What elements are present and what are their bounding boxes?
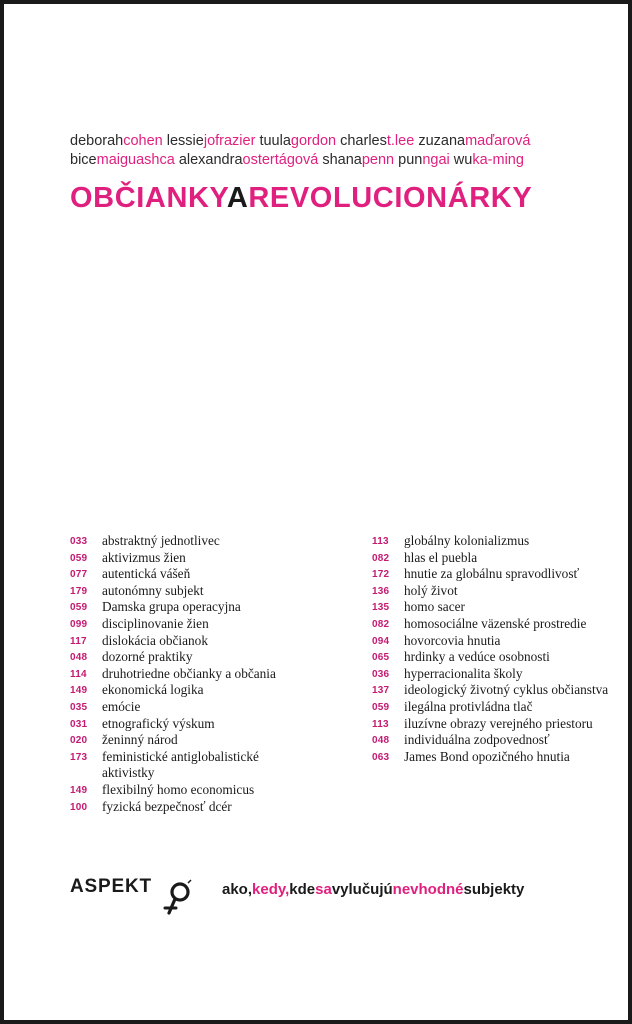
- index-entry: [70, 649, 310, 666]
- tagline-segment: kedy,: [252, 881, 290, 898]
- index-page-number: 100: [70, 801, 88, 813]
- author-first-name: pun: [398, 152, 423, 168]
- index-page-number: 172: [372, 569, 390, 581]
- index-entry: [372, 699, 612, 716]
- index-term: autonómny subjekt: [102, 582, 204, 598]
- index-page-number: 065: [372, 652, 390, 664]
- index-entry: [70, 566, 310, 583]
- index-page-number: 113: [372, 718, 389, 730]
- index-term: druhotriedne občianky a občania: [102, 665, 276, 681]
- index-page-number: 136: [372, 585, 390, 597]
- index-entry: [372, 666, 612, 683]
- author-name: [340, 133, 414, 149]
- author-last-name: maiguashca: [96, 152, 175, 168]
- index-page-number: 094: [372, 635, 390, 647]
- index-page-number: 059: [70, 552, 88, 564]
- index-term: homosociálne väzenské prostredie: [404, 615, 587, 631]
- author-first-name: alexandra: [178, 152, 243, 168]
- tagline-segment: subjekty: [463, 881, 525, 898]
- index-term: hlas el puebla: [404, 549, 478, 565]
- index-term: hyperracionalita školy: [404, 665, 523, 681]
- index-term: James Bond opozičného hnutia: [404, 748, 570, 764]
- author-first-name: charles: [340, 133, 387, 149]
- author-first-name: zuzana: [418, 133, 466, 149]
- index-page-number: 077: [70, 569, 88, 581]
- author-name: [70, 133, 163, 149]
- index-term: abstraktný jednotlivec: [102, 533, 220, 548]
- author-name: [259, 133, 336, 149]
- index-term: hovorcovia hnutia: [404, 632, 501, 648]
- index-term: Damska grupa operacyjna: [102, 599, 241, 615]
- index-column-right: [372, 533, 612, 765]
- book-title: [70, 182, 532, 215]
- index-entry: [70, 716, 310, 733]
- index-entry: [70, 616, 310, 633]
- index-page-number: 149: [70, 685, 88, 697]
- index-page-number: 059: [372, 701, 390, 713]
- index-page-number: 048: [70, 652, 88, 664]
- index-term: emócie: [102, 698, 141, 714]
- index-entry: [372, 716, 612, 733]
- author-line-1: [70, 132, 590, 151]
- title-conjunction: A: [226, 182, 249, 214]
- index-entry: [372, 599, 612, 616]
- index-term: hnutie za globálnu spravodlivosť: [404, 566, 580, 582]
- tagline: [222, 881, 524, 898]
- author-last-name: ostertágová: [242, 152, 319, 168]
- index-entry: [70, 550, 310, 567]
- index-entry: [70, 633, 310, 650]
- publisher-name: ASPEKT: [70, 876, 152, 897]
- author-last-name: frazier: [215, 133, 256, 149]
- tagline-segment: ako,: [222, 881, 253, 898]
- title-part-citizens: OBČIANKY: [70, 182, 227, 214]
- index-term: homo sacer: [404, 599, 465, 615]
- index-term: dislokácia občianok: [102, 632, 208, 648]
- index-term: ideologický životný cyklus občianstva: [404, 682, 609, 698]
- index-column-left: [70, 533, 310, 815]
- author-name: [167, 133, 256, 149]
- author-first-name: lessie: [166, 133, 204, 149]
- index-term: individuálna zodpovednosť: [404, 732, 550, 748]
- female-symbol-icon: [155, 879, 197, 919]
- index-page-number: 135: [372, 602, 390, 614]
- index-page-number: 082: [372, 552, 390, 564]
- index-entry: [372, 749, 612, 766]
- index-page-number: 063: [372, 751, 390, 763]
- author-first-name: bice: [70, 152, 97, 168]
- tagline-segment: nevhodné: [392, 881, 464, 898]
- index-page-number: 114: [70, 668, 87, 680]
- author-first-name: deborah: [70, 133, 124, 149]
- author-name: [322, 152, 394, 168]
- index-entry: [70, 599, 310, 616]
- index-page-number: 149: [70, 784, 88, 796]
- index-entry: [70, 583, 310, 600]
- index-term: fyzická bezpečnosť dcér: [102, 798, 232, 814]
- author-name: [454, 152, 524, 168]
- index-term: flexibilný homo economicus: [102, 781, 255, 797]
- author-name: [179, 152, 318, 168]
- index-entry: [70, 749, 310, 782]
- index-entry: [70, 782, 310, 799]
- index-page-number: 137: [372, 685, 390, 697]
- author-last-name: ngai: [422, 152, 450, 168]
- index-page-number: 036: [372, 668, 390, 680]
- index-page-number: 099: [70, 618, 88, 630]
- publisher-logo: [70, 876, 152, 898]
- index-term: ilegálna protivládna tlač: [404, 698, 533, 714]
- title-part-revolutionaries: REVOLUCIONÁRKY: [248, 182, 533, 214]
- index-entry: [372, 616, 612, 633]
- tagline-segment: sa: [315, 881, 332, 898]
- index-page-number: 031: [70, 718, 88, 730]
- author-middle-name: jo: [203, 133, 216, 149]
- author-last-name: maďarová: [465, 133, 531, 149]
- author-last-name: ka-ming: [472, 152, 524, 168]
- index-entry: [372, 533, 612, 550]
- index-entry: [372, 550, 612, 567]
- index-entry: [372, 583, 612, 600]
- index-entry: [372, 682, 612, 699]
- index-term: disciplinovanie žien: [102, 615, 209, 631]
- tagline-segment: vylučujú: [331, 881, 393, 898]
- author-name: [398, 152, 450, 168]
- index-page-number: 173: [70, 751, 88, 763]
- index-term: holý život: [404, 582, 458, 598]
- tagline-segment: kde: [289, 881, 316, 898]
- index-page-number: 048: [372, 735, 390, 747]
- index-page-number: 020: [70, 735, 88, 747]
- index-entry: [372, 633, 612, 650]
- index-page-number: 179: [70, 585, 88, 597]
- index-term: hrdinky a vedúce osobnosti: [404, 649, 550, 665]
- author-name: [70, 152, 175, 168]
- author-last-name: lee: [394, 133, 415, 149]
- index-entry: [372, 732, 612, 749]
- index-page-number: 117: [70, 635, 87, 647]
- index-term: globálny kolonializmus: [404, 533, 530, 548]
- index-page-number: 035: [70, 701, 88, 713]
- index-term: aktivizmus žien: [102, 549, 186, 565]
- index-term: iluzívne obrazy verejného priestoru: [404, 715, 593, 731]
- author-first-name: tuula: [259, 133, 291, 149]
- index-term: etnografický výskum: [102, 715, 215, 731]
- index-term: ženinný národ: [102, 732, 178, 748]
- index-term: dozorné praktiky: [102, 649, 193, 665]
- index-page-number: 082: [372, 618, 390, 630]
- index-term: ekonomická logika: [102, 682, 204, 698]
- author-line-2: [70, 151, 590, 170]
- author-last-name: gordon: [290, 133, 337, 149]
- index-page-number: 059: [70, 602, 88, 614]
- index-entry: [70, 799, 310, 816]
- index-page-number: 113: [372, 536, 389, 547]
- author-list: [70, 132, 590, 170]
- index-term: feministické antiglobalistické aktivistky: [102, 748, 259, 781]
- index-term: autentická vášeň: [102, 566, 191, 582]
- index-entry: [70, 699, 310, 716]
- index-page-number: 033: [70, 536, 88, 547]
- author-name: [418, 133, 530, 149]
- author-first-name: wu: [453, 152, 473, 168]
- index-entry: [70, 732, 310, 749]
- index-entry: [70, 666, 310, 683]
- index-entry: [70, 682, 310, 699]
- index-entry: [372, 566, 612, 583]
- author-last-name: penn: [361, 152, 395, 168]
- author-middle-name: t.: [386, 133, 395, 149]
- author-last-name: cohen: [123, 133, 163, 149]
- index-entry: [372, 649, 612, 666]
- author-first-name: shana: [322, 152, 362, 168]
- index-entry: [70, 533, 310, 550]
